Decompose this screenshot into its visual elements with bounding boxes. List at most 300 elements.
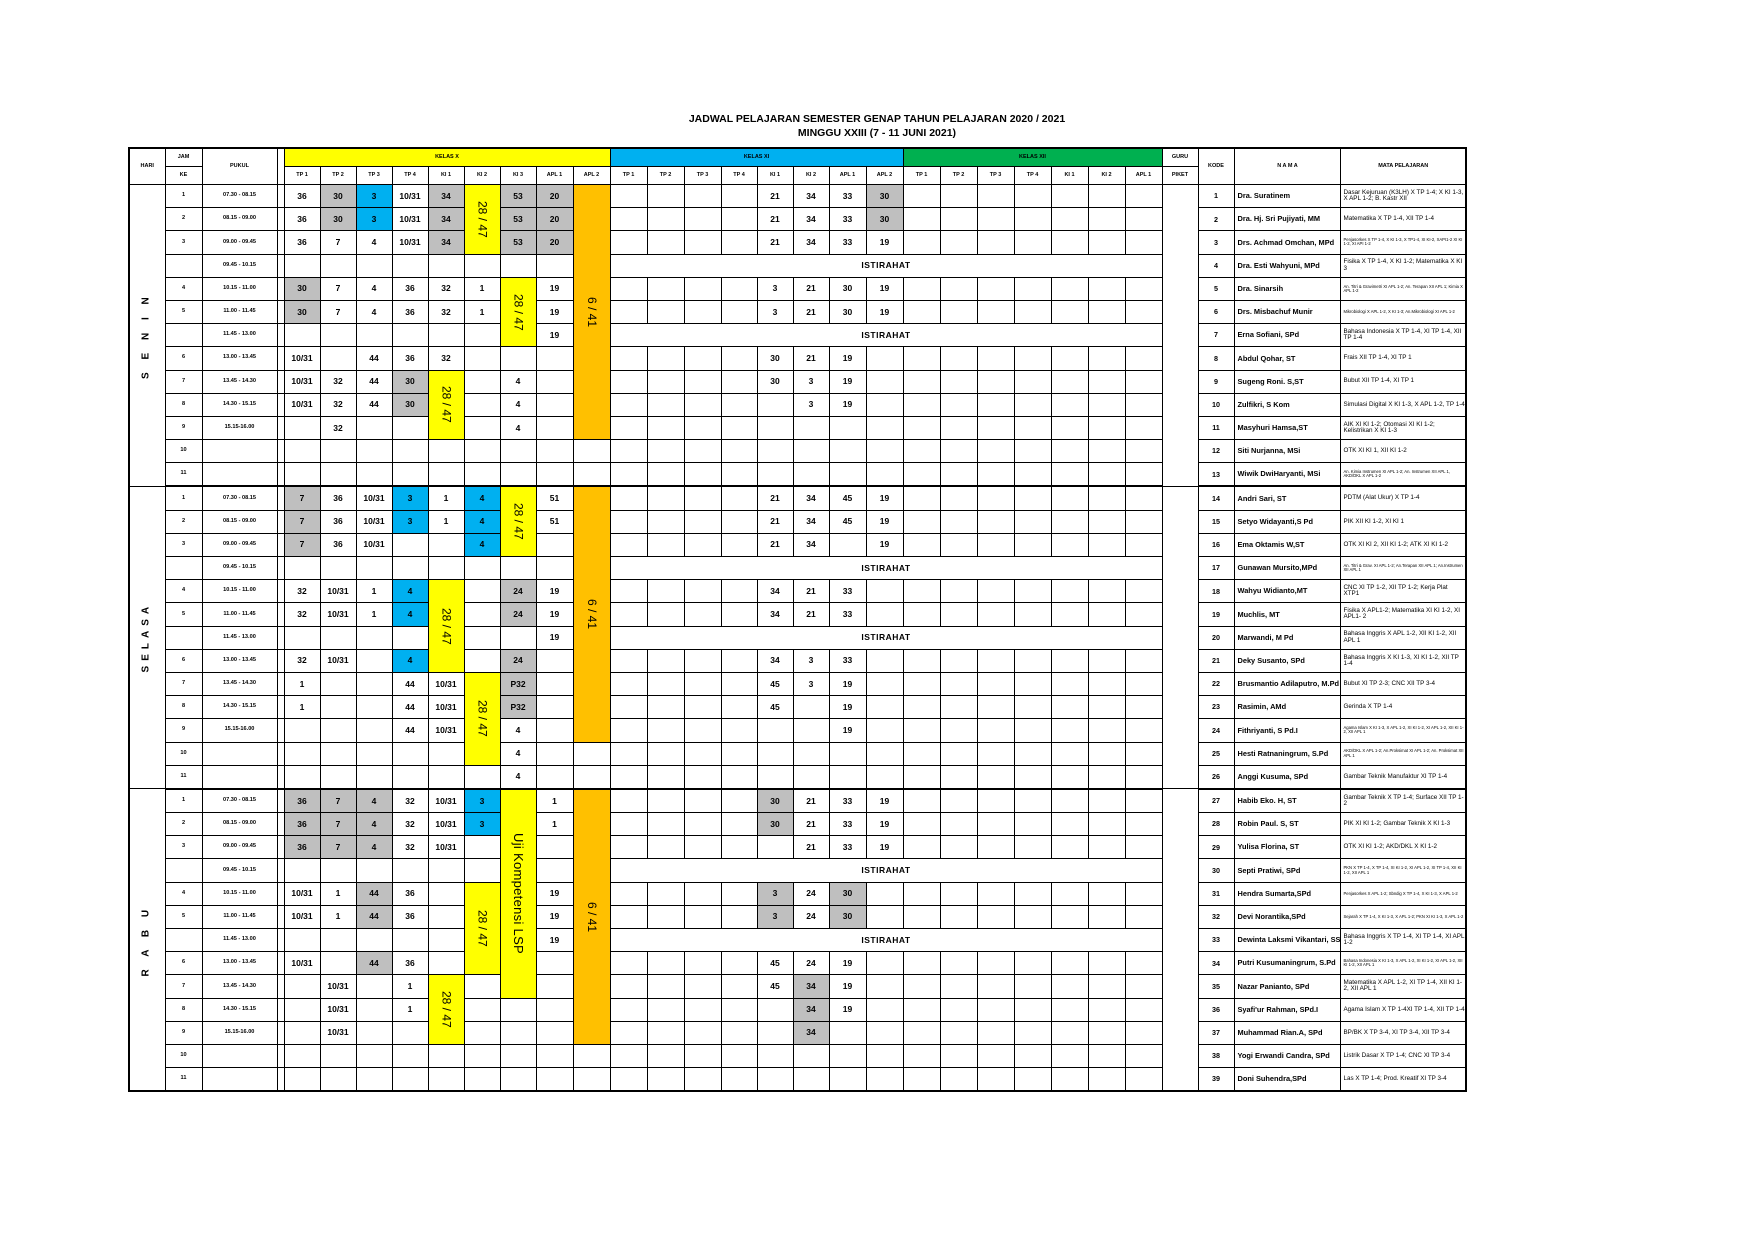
cell-kelas-xi [721,277,757,300]
jam-ke [165,324,202,347]
teacher-code: 37 [1198,1021,1234,1044]
cell-kelas-x [356,765,392,789]
teacher-name: Muchlis, MT [1234,603,1341,626]
cell-kelas-xii [1014,975,1051,998]
guru-piket-cell [1162,486,1198,788]
cell-kelas-xii [1014,603,1051,626]
cell-kelas-xi [610,649,647,672]
merged-class-6-41: 6 / 41 [573,789,610,1045]
gap-cell [277,557,284,580]
cell-kelas-x: 36 [284,789,320,813]
cell-kelas-xi: 45 [757,696,793,719]
jam-ke: 8 [165,696,202,719]
cell-kelas-x: 4 [356,813,392,836]
cell-kelas-x: 19 [536,324,573,347]
cell-kelas-xi [647,533,684,556]
cell-kelas-xi [610,696,647,719]
teacher-name: Gunawan Mursito,MPd [1234,557,1341,580]
cell-kelas-xii [1051,533,1088,556]
jam-ke [165,929,202,952]
cell-kelas-xii [940,416,977,439]
cell-kelas-xii [1125,649,1162,672]
cell-kelas-xi: 21 [757,533,793,556]
cell-kelas-xii [1014,765,1051,789]
cell-kelas-xi [684,696,721,719]
teacher-name: Muhammad Rian.A, SPd [1234,1021,1341,1044]
cell-kelas-xi [610,277,647,300]
cell-kelas-x: 10/31 [284,905,320,928]
cell-kelas-x [356,859,392,882]
header-hari: HARI [129,148,165,185]
cell-kelas-xii [940,719,977,742]
merged-class-28-47: 28 / 47 [428,370,464,440]
cell-kelas-xi [757,393,793,416]
cell-kelas-x: 10/31 [428,672,464,695]
cell-kelas-x: 4 [356,300,392,323]
cell-kelas-x [320,1044,356,1067]
cell-kelas-x [356,626,392,649]
gap-cell [277,580,284,603]
teacher-code: 10 [1198,393,1234,416]
cell-kelas-xi [829,463,866,487]
cell-kelas-xi [721,813,757,836]
cell-kelas-xii [1014,719,1051,742]
cell-kelas-x [500,347,536,370]
cell-kelas-xi: 21 [757,486,793,510]
cell-kelas-xi [647,393,684,416]
cell-kelas-x [573,440,610,463]
cell-kelas-x [320,765,356,789]
cell-kelas-xi: 19 [829,952,866,975]
cell-kelas-xi [647,370,684,393]
gap-cell [277,463,284,487]
cell-kelas-xii [1014,347,1051,370]
cell-kelas-xii [977,813,1014,836]
teacher-subjects: Bubut XI TP 2-3; CNC XII TP 3-4 [1341,672,1466,695]
cell-kelas-xi [793,719,829,742]
cell-kelas-xii [1125,277,1162,300]
cell-kelas-x [356,672,392,695]
cell-kelas-x [392,1021,428,1044]
pukul-cell: 13.00 - 13.45 [202,649,277,672]
pukul-cell: 15.15-16.00 [202,416,277,439]
cell-kelas-x [392,533,428,556]
col-header-x: APL 1 [536,167,573,185]
teacher-code: 33 [1198,929,1234,952]
cell-kelas-xi [757,416,793,439]
teacher-code: 2 [1198,208,1234,231]
cell-kelas-x: 30 [392,370,428,393]
jam-ke: 7 [165,370,202,393]
cell-kelas-x: 44 [356,370,392,393]
cell-kelas-xi [610,603,647,626]
cell-kelas-x [536,393,573,416]
cell-kelas-xi [684,486,721,510]
merged-class-28-47: 28 / 47 [500,486,536,556]
cell-kelas-xi [829,742,866,765]
gap-cell [277,789,284,813]
jam-ke [165,859,202,882]
jam-ke: 4 [165,882,202,905]
cell-kelas-xi [610,347,647,370]
cell-kelas-xii [1051,231,1088,254]
cell-kelas-x: 30 [284,300,320,323]
cell-kelas-x [284,742,320,765]
teacher-subjects: PDTM (Alat Ukur) X TP 1-4 [1341,486,1466,510]
cell-kelas-xii [1088,696,1125,719]
cell-kelas-xi [610,765,647,789]
cell-kelas-x [536,1044,573,1067]
cell-kelas-x [428,557,464,580]
cell-kelas-xi [721,603,757,626]
cell-kelas-x [356,416,392,439]
cell-kelas-x: 1 [392,975,428,998]
cell-kelas-xi [829,1068,866,1092]
cell-kelas-xi [684,300,721,323]
cell-kelas-xi [757,998,793,1021]
cell-kelas-xii [1125,1044,1162,1067]
cell-kelas-x [320,859,356,882]
cell-kelas-xii [1088,580,1125,603]
cell-kelas-xi [866,393,903,416]
cell-kelas-x: 4 [500,719,536,742]
pukul-cell: 13.00 - 13.45 [202,952,277,975]
cell-kelas-xii [940,952,977,975]
merged-class-28-47: 28 / 47 [464,882,500,975]
cell-kelas-xi [610,789,647,813]
teacher-subjects: Agama Islam X KI 1-3, X APL 1-2, XI KI 1-2, XI APL 1-2, XII KI 1-2, XII APL 1 [1341,719,1466,742]
teacher-subjects: CNC XI TP 1-2, XII TP 1-2; Kerja Plat XTP1 [1341,580,1466,603]
teacher-name: Syafi'ur Rahman, SPd.I [1234,998,1341,1021]
cell-kelas-xii [1051,510,1088,533]
cell-kelas-xii [903,370,940,393]
cell-kelas-x: 1 [320,882,356,905]
cell-kelas-xi [829,1021,866,1044]
cell-kelas-x: 10/31 [392,231,428,254]
teacher-code: 12 [1198,440,1234,463]
cell-kelas-x [464,1021,500,1044]
jam-ke: 2 [165,208,202,231]
cell-kelas-xi [684,533,721,556]
cell-kelas-xii [903,813,940,836]
gap-cell [277,649,284,672]
cell-kelas-xi [647,975,684,998]
pukul-cell: 13.45 - 14.30 [202,975,277,998]
gap-cell [277,533,284,556]
cell-kelas-xii [940,742,977,765]
cell-kelas-x: 1 [392,998,428,1021]
cell-kelas-x [464,254,500,277]
cell-kelas-x: 36 [284,231,320,254]
cell-kelas-x: 10/31 [320,1021,356,1044]
cell-kelas-x [392,440,428,463]
cell-kelas-x [392,765,428,789]
cell-kelas-xi [647,765,684,789]
cell-kelas-x: 20 [536,208,573,231]
gap-cell [277,626,284,649]
cell-kelas-xi [684,1068,721,1092]
cell-kelas-xi [757,1044,793,1067]
teacher-subjects: OTK XI KI 1-2; AKD/DKL X KI 1-2 [1341,836,1466,859]
cell-kelas-xii [977,580,1014,603]
cell-kelas-x: 7 [284,486,320,510]
cell-kelas-xi: 33 [829,789,866,813]
cell-kelas-x: 10/31 [320,998,356,1021]
cell-kelas-xii [1014,813,1051,836]
teacher-code: 3 [1198,231,1234,254]
teacher-code: 14 [1198,486,1234,510]
cell-kelas-xi: 21 [793,277,829,300]
cell-kelas-x [320,254,356,277]
jam-ke: 5 [165,603,202,626]
teacher-code: 4 [1198,254,1234,277]
cell-kelas-xii [1088,208,1125,231]
cell-kelas-x: 7 [320,231,356,254]
cell-kelas-xii [940,533,977,556]
cell-kelas-xii [1088,789,1125,813]
pukul-cell: 11.00 - 11.45 [202,603,277,626]
cell-kelas-xi [610,742,647,765]
cell-kelas-xi: 34 [793,486,829,510]
jam-ke [165,254,202,277]
cell-kelas-x [284,765,320,789]
jam-ke: 9 [165,1021,202,1044]
cell-kelas-xii [1125,185,1162,208]
gap-cell [277,324,284,347]
teacher-subjects: Mikrobiologi X APL 1-2, X KI 1-3; An.Mikrobiologi XI APL 1-2 [1341,300,1466,323]
cell-kelas-x [320,742,356,765]
cell-kelas-xii [977,882,1014,905]
cell-kelas-x [464,416,500,439]
cell-kelas-x: 10/31 [356,533,392,556]
teacher-name: Sugeng Roni. S,ST [1234,370,1341,393]
cell-kelas-xi: 19 [866,813,903,836]
cell-kelas-xii [1014,882,1051,905]
teacher-name: Anggi Kusuma, SPd [1234,765,1341,789]
teacher-name: Dewinta Laksmi Vikantari, SS [1234,929,1341,952]
cell-kelas-x: 19 [536,603,573,626]
teacher-code: 5 [1198,277,1234,300]
cell-kelas-xii [1125,1021,1162,1044]
cell-kelas-xi [721,510,757,533]
cell-kelas-x [464,836,500,859]
cell-kelas-x: 4 [356,836,392,859]
cell-kelas-x [284,1044,320,1067]
cell-kelas-xii [1088,905,1125,928]
teacher-name: Abdul Qohar, ST [1234,347,1341,370]
cell-kelas-xii [1088,277,1125,300]
cell-kelas-xi [829,416,866,439]
jam-ke: 1 [165,185,202,208]
teacher-subjects: AIK XI KI 1-2; Otomasi XI KI 1-2; Kelistrikan X KI 1-3 [1341,416,1466,439]
cell-kelas-x: 7 [320,836,356,859]
cell-kelas-xi [684,185,721,208]
cell-kelas-xi [610,719,647,742]
cell-kelas-xii [940,696,977,719]
cell-kelas-xi: 33 [829,836,866,859]
cell-kelas-x [356,557,392,580]
cell-kelas-xi [647,742,684,765]
teacher-subjects: Frais XII TP 1-4, XI TP 1 [1341,347,1466,370]
cell-kelas-xii [1051,1044,1088,1067]
cell-kelas-xii [977,836,1014,859]
cell-kelas-xii [1088,486,1125,510]
jam-ke [165,557,202,580]
jam-ke: 4 [165,277,202,300]
cell-kelas-xi [610,580,647,603]
cell-kelas-x: 1 [356,603,392,626]
teacher-subjects: PIK XII KI 1-2, XI KI 1 [1341,510,1466,533]
cell-kelas-xii [940,789,977,813]
cell-kelas-xii [940,765,977,789]
header-pukul: PUKUL [202,148,277,185]
cell-kelas-xii [977,952,1014,975]
teacher-name: Siti Nurjanna, MSi [1234,440,1341,463]
pukul-cell [202,440,277,463]
cell-kelas-xii [977,765,1014,789]
jam-ke: 1 [165,486,202,510]
cell-kelas-x: 3 [464,789,500,813]
pukul-cell [202,765,277,789]
cell-kelas-xii [1088,649,1125,672]
cell-kelas-xi [721,185,757,208]
cell-kelas-xi [866,998,903,1021]
cell-kelas-xi [647,1021,684,1044]
cell-kelas-xi [610,1021,647,1044]
pukul-cell: 11.45 - 13.00 [202,626,277,649]
cell-kelas-xii [1088,836,1125,859]
cell-kelas-x [320,440,356,463]
cell-kelas-xii [977,998,1014,1021]
cell-kelas-x [428,1044,464,1067]
cell-kelas-x: 36 [320,486,356,510]
teacher-code: 6 [1198,300,1234,323]
cell-kelas-xii [1125,440,1162,463]
jam-ke: 11 [165,1068,202,1092]
cell-kelas-xii [977,486,1014,510]
teacher-code: 9 [1198,370,1234,393]
cell-kelas-xii [1014,649,1051,672]
cell-kelas-xii [977,510,1014,533]
cell-kelas-x [573,742,610,765]
cell-kelas-x: 32 [284,603,320,626]
cell-kelas-xii [940,836,977,859]
teacher-name: Doni Suhendra,SPd [1234,1068,1341,1092]
cell-kelas-xii [903,836,940,859]
teacher-subjects: Bahasa Indonesia X TP 1-4, XI TP 1-4, XII TP 1-4 [1341,324,1466,347]
cell-kelas-xi [829,1044,866,1067]
cell-kelas-x [464,463,500,487]
cell-kelas-xii [903,603,940,626]
cell-kelas-xi [793,765,829,789]
cell-kelas-xi [684,952,721,975]
teacher-code: 34 [1198,952,1234,975]
cell-kelas-x: 4 [392,649,428,672]
cell-kelas-x [536,533,573,556]
cell-kelas-x [392,557,428,580]
cell-kelas-xi: 19 [866,789,903,813]
pukul-cell [202,463,277,487]
cell-kelas-x [500,626,536,649]
teacher-subjects: Dasar Kejuruan (K3LH) X TP 1-4; X KI 1-3, X APL 1-2; B. Kastr XII [1341,185,1466,208]
cell-kelas-xii [977,975,1014,998]
jam-ke: 4 [165,580,202,603]
cell-kelas-x: 32 [392,789,428,813]
cell-kelas-x [320,719,356,742]
cell-kelas-xi [684,742,721,765]
cell-kelas-xi: 34 [757,580,793,603]
cell-kelas-x: 10/31 [428,696,464,719]
cell-kelas-x [500,557,536,580]
cell-kelas-x: 32 [428,277,464,300]
gap-cell [277,975,284,998]
cell-kelas-xi: 19 [866,277,903,300]
gap-cell [277,254,284,277]
jam-ke: 6 [165,649,202,672]
cell-kelas-x: 7 [320,277,356,300]
cell-kelas-xii [1125,742,1162,765]
teacher-code: 35 [1198,975,1234,998]
cell-kelas-x [536,557,573,580]
cell-kelas-xii [1014,789,1051,813]
cell-kelas-xii [1051,277,1088,300]
cell-kelas-x [500,1044,536,1067]
cell-kelas-x [392,1044,428,1067]
cell-kelas-xi [647,952,684,975]
cell-kelas-xii [1051,952,1088,975]
cell-kelas-xi [721,649,757,672]
cell-kelas-xii [903,905,940,928]
cell-kelas-x [356,719,392,742]
cell-kelas-x [320,463,356,487]
cell-kelas-x: 4 [464,533,500,556]
jam-ke: 2 [165,813,202,836]
cell-kelas-xii [1014,998,1051,1021]
cell-kelas-xii [1125,347,1162,370]
cell-kelas-xii [1088,463,1125,487]
cell-kelas-xii [903,231,940,254]
cell-kelas-xi: 30 [757,370,793,393]
cell-kelas-xi [721,208,757,231]
cell-kelas-x: 51 [536,486,573,510]
cell-kelas-xii [940,300,977,323]
teacher-subjects: Bahasa Inggris X APL 1-2, XII KI 1-2, XII APL 1 [1341,626,1466,649]
cell-kelas-xii [903,765,940,789]
cell-kelas-x: 30 [284,277,320,300]
pukul-cell: 10.15 - 11.00 [202,580,277,603]
cell-kelas-xi: 19 [829,696,866,719]
cell-kelas-x [428,324,464,347]
teacher-code: 38 [1198,1044,1234,1067]
cell-kelas-xii [1088,185,1125,208]
cell-kelas-xii [903,672,940,695]
teacher-name: Deky Susanto, SPd [1234,649,1341,672]
cell-kelas-xii [977,533,1014,556]
pukul-cell: 09.00 - 09.45 [202,836,277,859]
col-header-xii: TP 2 [940,167,977,185]
cell-kelas-x: 44 [356,905,392,928]
cell-kelas-xi [721,347,757,370]
jam-ke: 10 [165,742,202,765]
cell-kelas-xi [721,1068,757,1092]
cell-kelas-xii [1014,510,1051,533]
cell-kelas-xi [721,952,757,975]
pukul-cell: 08.15 - 09.00 [202,813,277,836]
teacher-subjects: OTK XI KI 1, XII KI 1-2 [1341,440,1466,463]
cell-kelas-x: 36 [392,905,428,928]
cell-kelas-xii [1051,649,1088,672]
cell-kelas-x: 30 [320,185,356,208]
